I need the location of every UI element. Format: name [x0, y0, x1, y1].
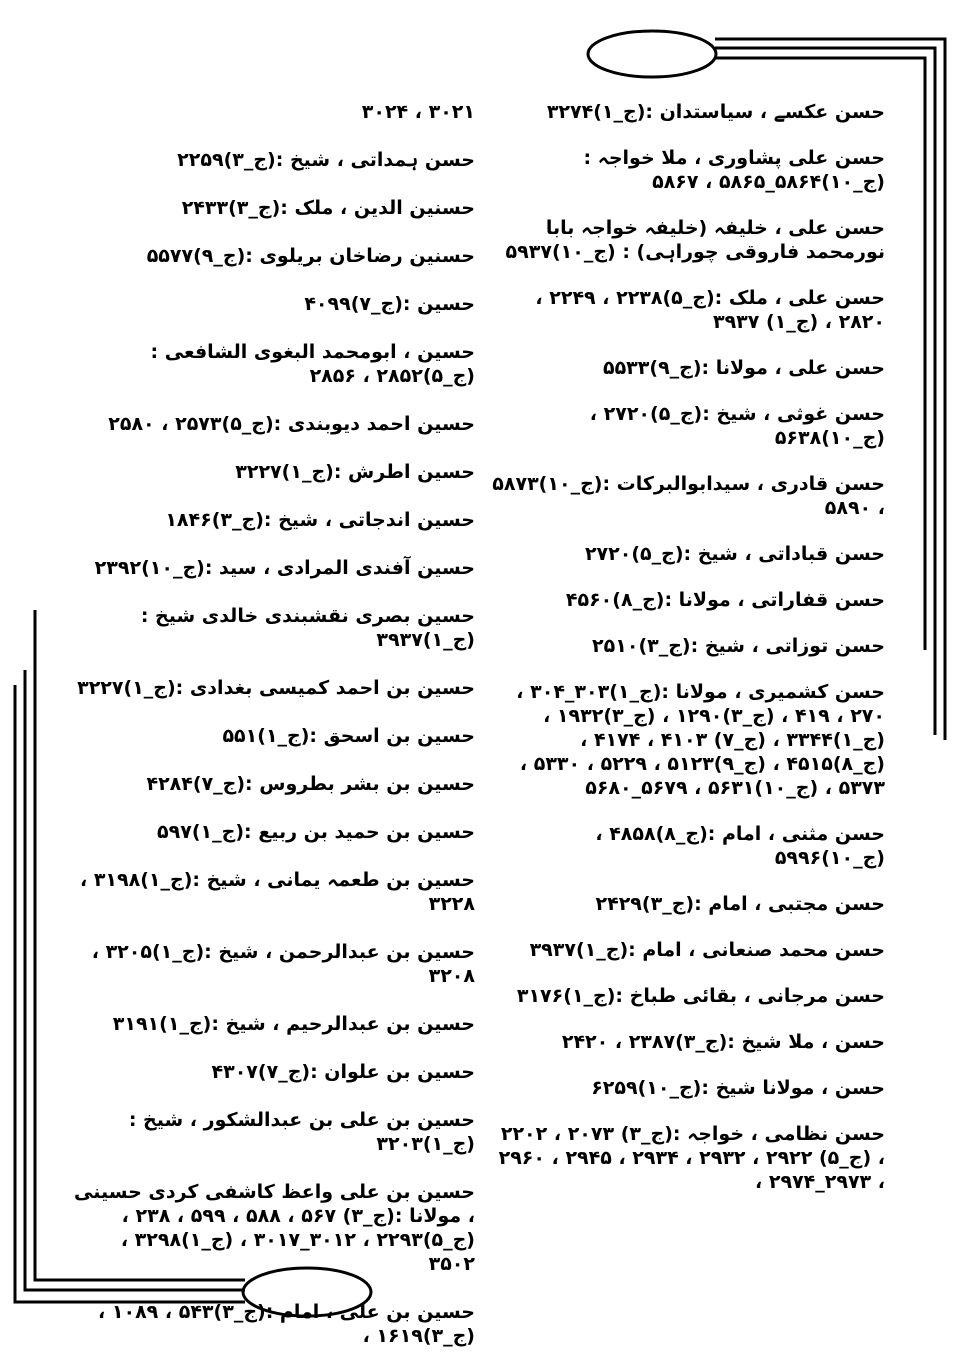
index-entry: حسن کشمیری ، مولانا :(ج_۱)۳۰۳_۳۰۴ ، ۲۷۰ ، ۴۱۹ ، (ج_۳)۱۲۹۰ ، (ج_۳)۱۹۳۲ ، (ج_۱)۳۳۴۴ ، (ج_۷) ۴۱۰۳ ، ۴۱۷۴ ، (ج_۸)۴۵۱۵ ، (ج_۹)۵۱۲۳ ، ۵۲۲۹ ، ۵۳۳۰ ، ۵۳۷۳ ، (ج_۱۰)۵۶۳۱ ، ۵۶۷۹_۵۶۸۰ [516, 681, 885, 799]
left-index-column [70, 100, 475, 1372]
index-entry: حسین اندجاتی ، شیخ :(ج_۳)۱۸۴۶ [165, 509, 475, 531]
index-entry: حسن علی پشاوری ، ملا خواجہ :(ج_۱۰)۵۸۶۴_۵۸۶۵ ، ۵۸۶۷ [583, 147, 885, 193]
index-entry: حسن مثنی ، امام :(ج_۸)۴۸۵۸ ، (ج_۱۰)۵۹۹۶ [595, 823, 885, 869]
index-entry: حسن قادری ، سیدابوالبرکات :(ج_۱۰)۵۸۷۳ ، ۵۸۹۰ [492, 473, 885, 519]
index-entry: حسین بن علوان :(ج_۷)۴۳۰۷ [211, 1061, 475, 1083]
index-entry: حسین بن علی ، امام :(ج_۳)۵۴۳ ، ۱۰۸۹ ، (ج_۳)۱۶۱۹ ، [98, 1301, 475, 1347]
index-entry: حسین :(ج_۷)۴۰۹۹ [304, 293, 475, 315]
index-entry: حسن محمد صنعانی ، امام :(ج_۱)۳۹۳۷ [529, 939, 885, 961]
index-entry: حسین آفندی المرادی ، سید :(ج_۱۰)۲۳۹۲ [94, 557, 475, 579]
index-entry: حسن مرجانی ، بقائی طباخ :(ج_۱)۳۱۷۶ [516, 985, 885, 1007]
index-entry: حسن ، ملا شیخ :(ج_۳)۲۳۸۷ ، ۲۴۲۰ [561, 1031, 885, 1053]
index-entry: حسین بن علی واعظ کاشفی کردی حسینی ، مولانا :(ج_۳) ۵۶۷ ، ۵۸۸ ، ۵۹۹ ، ۲۳۸ ، (ج_۵)۲۲۹۳ ، ۳۰۱۲_۳۰۱۷ ، (ج_۱)۳۲۹۸ ، ۳۵۰۲ [74, 1181, 475, 1275]
index-entry: حسن توزاتی ، شیخ :(ج_۳)۲۵۱۰ [592, 635, 885, 657]
index-entry: حسین بن طعمہ یمانی ، شیخ :(ج_۱)۳۱۹۸ ، ۳۲۲۸ [79, 869, 475, 915]
index-entry: حسین بن حمید بن ربیع :(ج_۱)۵۹۷ [157, 821, 475, 843]
right-index-column [490, 100, 885, 1216]
index-entry: حسین ، ابومحمد البغوی الشافعی :(ج_۵)۲۸۵۲ ، ۲۸۵۶ [150, 341, 475, 387]
index-entry: حسن ہمداتی ، شیخ :(ج_۳)۲۲۵۹ [177, 149, 475, 171]
index-entry: حسین بن علی بن عبدالشکور ، شیخ :(ج_۱)۳۲۰۳ [128, 1109, 475, 1155]
index-entry: حسین بن بشر بطروس :(ج_۷)۴۲۸۴ [146, 773, 475, 795]
index-entry: حسین بصری نقشبندی خالدی شیخ :(ج_۱)۳۹۳۷ [140, 605, 475, 651]
index-entry: حسن غوثی ، شیخ :(ج_۵)۲۷۲۰ ، (ج_۱۰)۵۶۳۸ [589, 403, 885, 449]
index-entry: حسنین الدین ، ملک :(ج_۳)۲۴۳۳ [181, 197, 475, 219]
index-entry: حسن قباداتی ، شیخ :(ج_۵)۲۷۲۰ [584, 543, 885, 565]
index-entry: حسن علی ، ملک :(ج_۵)۲۲۳۸ ، ۲۲۴۹ ، ۲۸۲۰ ، (ج_۱) ۳۹۳۷ [535, 287, 885, 333]
index-entry: حسین بن عبدالرحیم ، شیخ :(ج_۱)۳۱۹۱ [112, 1013, 475, 1035]
index-entry: حسین بن احمد کمیسی بغدادی :(ج_۱)۳۲۲۷ [77, 677, 475, 699]
index-entry: حسن ، مولانا شیخ :(ج_۱۰)۶۲۵۹ [591, 1077, 885, 1099]
index-entry: حسین بن عبدالرحمن ، شیخ :(ج_۱)۳۲۰۵ ، ۳۲۰۸ [91, 941, 475, 987]
index-entry: حسن قفاراتی ، مولانا :(ج_۸)۴۵۶۰ [565, 589, 885, 611]
index-entry: حسن علی ، خلیفہ (خلیفہ خواجہ بابا نورمحمد فاروقی چوراہی) : (ج_۱۰)۵۹۳۷ [505, 217, 885, 263]
index-entry: حسین احمد دیوبندی :(ج_۵)۲۵۷۳ ، ۲۵۸۰ [108, 413, 475, 435]
index-entry: حسین بن اسحق :(ج_۱)۵۵۱ [222, 725, 475, 747]
index-entry: ۳۰۲۱ ، ۳۰۲۴ [361, 101, 475, 123]
index-entry: حسین اطرش :(ج_۱)۳۲۲۷ [235, 461, 475, 483]
index-entry: حسن عکسے ، سیاستدان :(ج_۱)۳۲۷۴ [546, 101, 885, 123]
index-entry: حسنین رضاخان بریلوی :(ج_۹)۵۵۷۷ [146, 245, 475, 267]
top-oval-ornament [588, 31, 716, 77]
index-entry: حسن مجتبی ، امام :(ج_۳)۲۴۲۹ [595, 893, 885, 915]
index-entry: حسن علی ، مولانا :(ج_۹)۵۵۳۳ [602, 357, 885, 379]
index-entry: حسن نظامی ، خواجہ :(ج_۳) ۲۰۷۳ ، ۲۲۰۲ ، (ج_۵) ۲۹۲۲ ، ۲۹۳۲ ، ۲۹۳۴ ، ۲۹۴۵ ، ۲۹۶۰ ، ۲۹۷۳_۲۹۷۴ ، [498, 1123, 885, 1193]
